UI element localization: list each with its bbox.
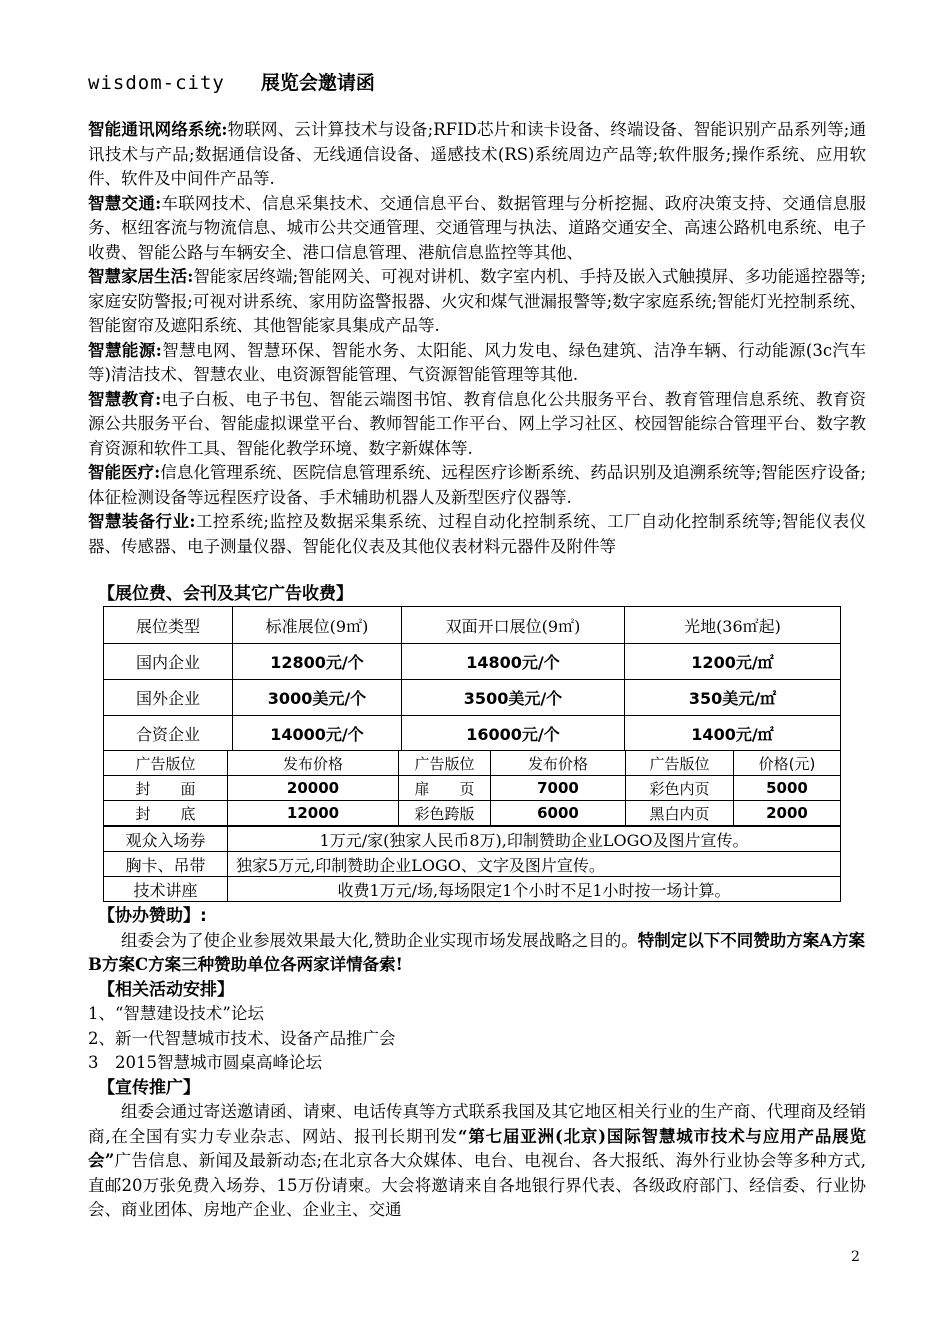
table-header-cell: 光地(36㎡起)	[625, 607, 841, 644]
category-paragraph	[88, 265, 866, 339]
category-text: 智慧电网、智慧环保、智能水务、太阳能、风力发电、绿色建筑、洁净车辆、行动能源(3c汽车等)清洁技术、智慧农业、电资源智能管理、气资源智能管理等其他.	[88, 340, 866, 384]
table-cell: 16000元/个	[402, 716, 625, 751]
category-label: 智慧装备行业:	[88, 512, 196, 531]
table-cell: 1万元/家(独家人民币8万),印制赞助企业LOGO及图片宣传。	[228, 827, 841, 852]
category-label: 智慧教育:	[88, 389, 162, 409]
table-cell: 独家5万元,印制赞助企业LOGO、文字及图片宣传。	[228, 852, 841, 877]
table-cell: 1400元/㎡	[625, 716, 841, 751]
category-paragraph	[88, 461, 866, 510]
category-label: 智能医疗:	[88, 463, 161, 482]
table-header-cell: 广告版位	[626, 751, 734, 776]
table-cell: 3500美元/个	[402, 680, 625, 716]
table-cell: 1200元/㎡	[625, 644, 841, 680]
table-row	[104, 776, 841, 801]
table-cell: 彩色跨版	[399, 801, 491, 826]
document-title: 展览会邀请函	[260, 72, 375, 94]
table-cell: 黑白内页	[626, 801, 734, 826]
activity-item: 1、“智慧建设技术”论坛	[88, 1004, 264, 1023]
brand-name: wisdom-city	[88, 72, 225, 94]
table-header-cell: 价格(元)	[734, 751, 841, 776]
activity-item: 3 2015智慧城市圆桌高峰论坛	[88, 1053, 322, 1072]
table-header-cell: 双面开口展位(9㎡)	[402, 607, 625, 644]
category-label: 智慧交通:	[88, 193, 162, 213]
table-cell: 14800元/个	[402, 644, 625, 680]
table-header-cell: 发布价格	[491, 751, 626, 776]
table-header-cell: 广告版位	[104, 751, 228, 776]
sponsor-section	[88, 904, 866, 1223]
table-cell: 12000	[228, 801, 399, 826]
category-list	[88, 118, 866, 559]
table-cell: 封 底	[104, 801, 228, 826]
promotion-paragraph	[88, 1100, 866, 1223]
sponsor-plans-text: 特制定以下不同赞助方案A方案B方案C方案三种赞助单位各两家详情备索!	[88, 930, 866, 974]
category-paragraph	[88, 510, 866, 559]
activity-item: 2、新一代智慧城市技术、设备产品推广会	[88, 1028, 396, 1048]
table-header-cell: 展位类型	[104, 607, 233, 644]
page-number: 2	[851, 1249, 860, 1265]
table-header-cell: 广告版位	[399, 751, 491, 776]
category-text: 智能家居终端;智能网关、可视对讲机、数字室内机、手持及嵌入式触摸屏、多功能遥控器等;家庭安防警报;可视对讲系统、家用防盗警报器、火灾和煤气泄漏报警等;数字家庭系统;智能灯光控制系统、智能窗帘及遮阳系统、其他智能家具集成产品等.	[88, 267, 867, 335]
table-cell: 合资企业	[104, 716, 233, 751]
promotion-text-continued: 广告信息、新闻及最新动态;在北京各大众媒体、电台、电视台、各大报纸、海外行业协会等多种方式,直邮20万张免费入场券、15万份请柬。大会将邀请来自各地银行界代表、各级政府部门、经信委、行业协会、商业团体、房地产企业、企业主、交通	[88, 1151, 866, 1219]
table-cell: 350美元/㎡	[625, 680, 841, 716]
table-cell: 6000	[491, 801, 626, 826]
category-label: 智慧能源:	[88, 340, 162, 360]
category-label: 智能通讯网络系统:	[88, 120, 228, 139]
category-text: 信息化管理系统、医院信息管理系统、远程医疗诊断系统、药品识别及追溯系统等;智能医疗设备;体征检测设备等远程医疗设备、手术辅助机器人及新型医疗仪器等.	[88, 463, 867, 507]
category-paragraph	[88, 388, 866, 462]
table-cell: 2000	[734, 801, 841, 826]
table-cell: 收费1万元/场,每场限定1个小时不足1小时按一场计算。	[228, 877, 841, 902]
category-text: 物联网、云计算技术与设备;RFID芯片和读卡设备、终端设备、智能识别产品系列等;通讯技术与产品;数据通信设备、无线通信设备、遥感技术(RS)系统周边产品等;软件服务;操作系统、应用软件、软件及中间件产品等.	[88, 120, 866, 188]
table-header-cell: 标准展位(9㎡)	[233, 607, 402, 644]
table-cell: 7000	[491, 776, 626, 801]
sponsorship-item-table	[103, 826, 841, 902]
table-header-cell: 发布价格	[228, 751, 399, 776]
table-cell: 14000元/个	[233, 716, 402, 751]
activities-section-title: 【相关活动安排】	[98, 979, 234, 1000]
exhibition-name: “第七届亚洲(北京)国际智慧城市技术与应用产品展览会”	[88, 1126, 867, 1170]
table-cell: 5000	[734, 776, 841, 801]
page-header	[88, 68, 375, 95]
category-text: 车联网技术、信息采集技术、交通信息平台、数据管理与分析挖掘、政府决策支持、交通信息服务、枢纽客流与物流信息、城市公共交通管理、交通管理与执法、道路交通安全、高速公路机电系统、电子收费、智能公路与车辆安全、港口信息管理、港航信息监控等其他、	[88, 193, 867, 262]
ad-fee-table	[103, 750, 841, 826]
fees-section-title: 【展位费、会刊及其它广告收费】	[98, 584, 353, 604]
table-row	[104, 801, 841, 826]
table-row	[104, 751, 841, 776]
category-label: 智慧家居生活:	[88, 267, 194, 286]
table-cell: 3000美元/个	[233, 680, 402, 716]
table-cell: 胸卡、吊带	[104, 852, 228, 877]
table-cell: 彩色内页	[626, 776, 734, 801]
table-row	[104, 716, 841, 751]
promotion-text: 组委会通过寄送邀请函、请柬、电话传真等方式联系我国及其它地区相关行业的生产商、代理商及经销商,在全国有实力专业杂志、网站、报刊长期刊发	[88, 1102, 866, 1146]
category-paragraph	[88, 339, 866, 388]
promotion-section-title: 【宣传推广】	[98, 1077, 200, 1098]
table-row	[104, 644, 841, 680]
category-text: 工控系统;监控及数据采集系统、过程自动化控制系统、工厂自动化控制系统等;智能仪表仪器、传感器、电子测量仪器、智能化仪表及其他仪表材料元器件及附件等	[88, 512, 867, 556]
table-cell: 20000	[228, 776, 399, 801]
table-row	[104, 852, 841, 877]
table-row	[104, 877, 841, 902]
table-cell: 观众入场券	[104, 827, 228, 852]
sponsor-paragraph	[88, 929, 866, 978]
table-row	[104, 607, 841, 644]
table-cell: 技术讲座	[104, 877, 228, 902]
table-cell: 国外企业	[104, 680, 233, 716]
table-row	[104, 680, 841, 716]
sponsor-section-title: 【协办赞助】:	[98, 906, 207, 926]
booth-fee-table	[103, 606, 841, 751]
table-cell: 国内企业	[104, 644, 233, 680]
table-cell: 扉 页	[399, 776, 491, 801]
category-paragraph	[88, 118, 866, 192]
table-cell: 12800元/个	[233, 644, 402, 680]
table-row	[104, 827, 841, 852]
category-text: 电子白板、电子书包、智能云端图书馆、教育信息化公共服务平台、教育管理信息系统、教育资源公共服务平台、智能虚拟课堂平台、教师智能工作平台、网上学习社区、校园智能综合管理平台、数字教育资源和软件工具、智能化教学环境、数字新媒体等.	[88, 389, 867, 458]
category-paragraph	[88, 192, 866, 266]
table-cell: 封 面	[104, 776, 228, 801]
sponsor-text: 组委会为了使企业参展效果最大化,赞助企业实现市场发展战略之目的。	[121, 930, 638, 950]
